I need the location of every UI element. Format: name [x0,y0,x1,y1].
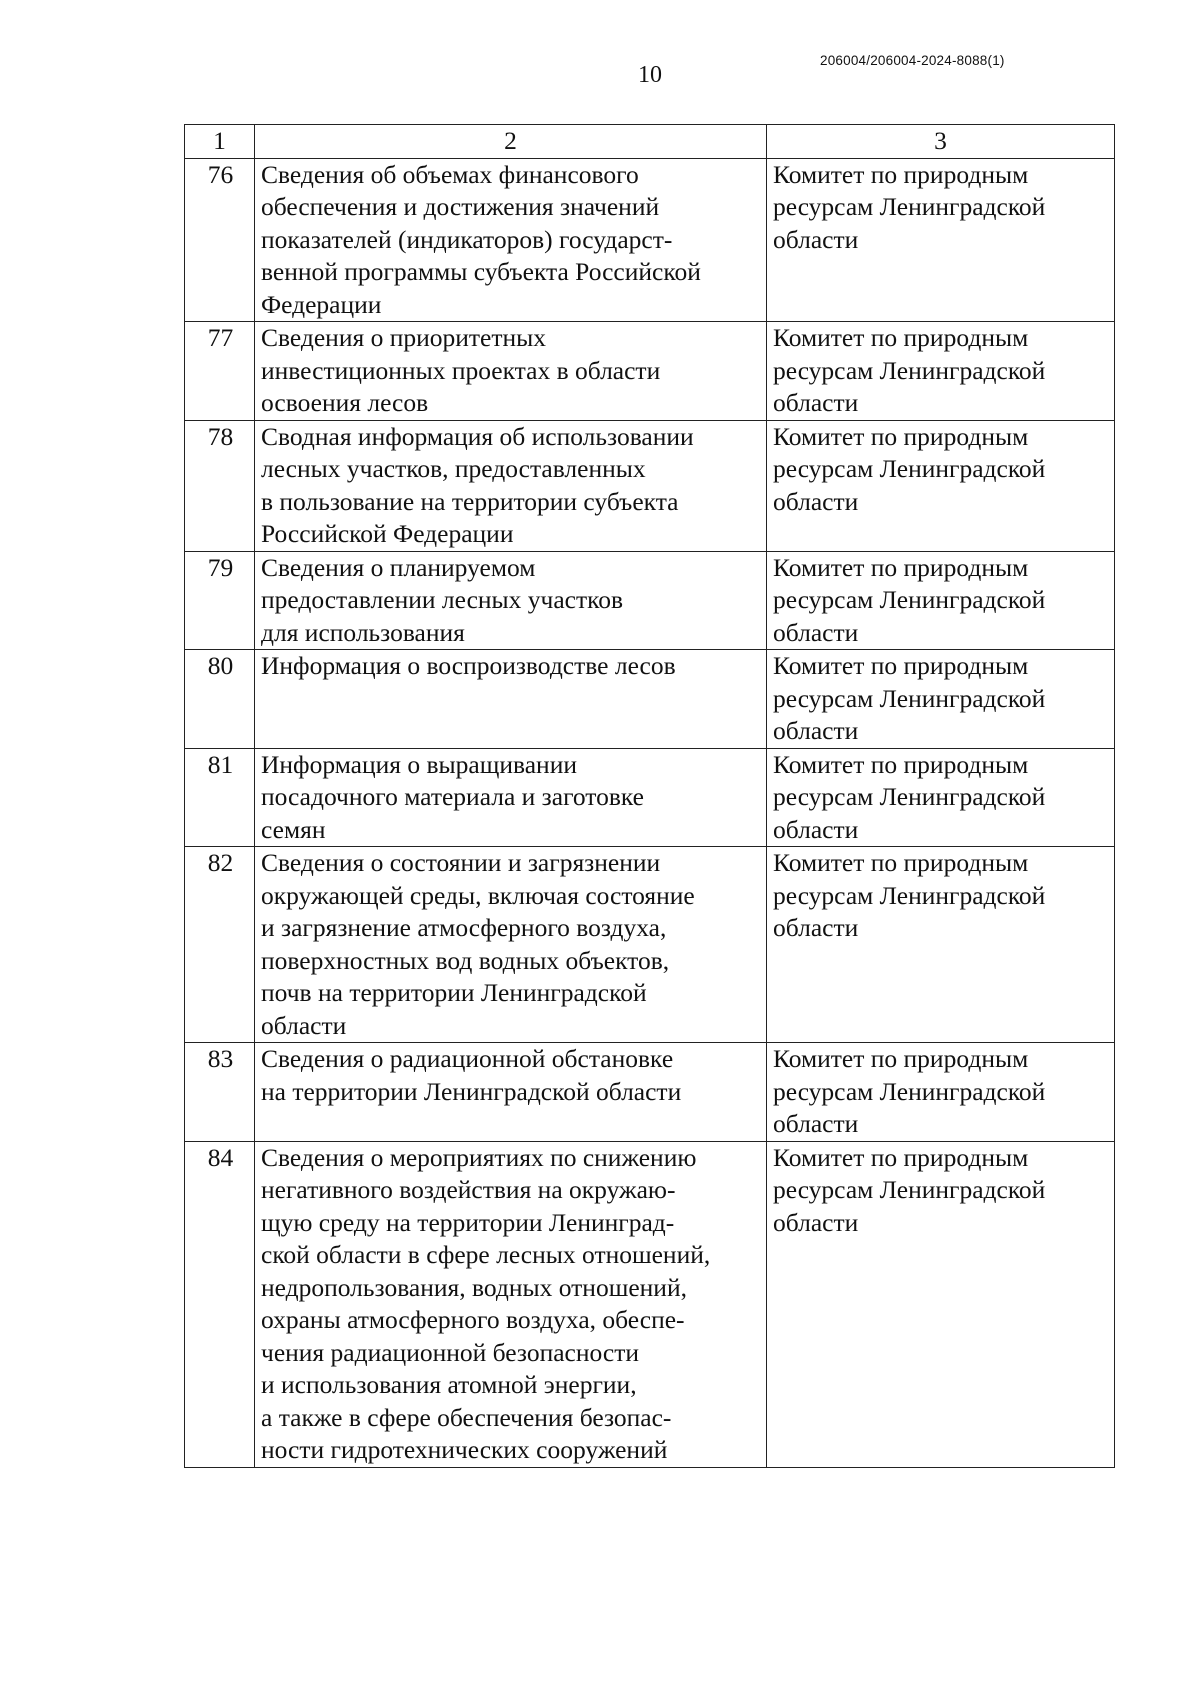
table-row [185,748,1115,847]
table-row [185,551,1115,650]
description-line: Федерации [261,289,382,319]
organization-line: области [773,224,859,254]
organization-cell [767,1141,1115,1467]
organization-line: области [773,716,859,745]
organization-line: ресурсам Ленинградской [773,880,1046,910]
organization-line: области [773,1207,859,1237]
organization-line: Комитет по природным [773,749,1029,779]
description-line: Сведения о приоритетных [261,323,547,352]
description-line: охраны атмосферного воздуха, обеспе- [261,1305,685,1334]
description-line: ности гидротехнических сооружений [261,1435,668,1464]
description-cell [255,420,767,551]
description-cell [255,1043,767,1142]
description-line: на территории Ленинградской области [261,1076,682,1106]
organization-line: Комитет по природным [773,651,1029,680]
organization-cell [767,158,1115,322]
table-body [185,125,1115,1468]
description-line: Информация о выращивании [261,749,577,779]
table-row [185,1043,1115,1142]
description-line: Российской Федерации [261,519,514,548]
organization-line: ресурсам Ленинградской [773,1076,1046,1106]
row-number-cell: 78 [185,420,255,551]
organization-line: Комитет по природным [773,1044,1029,1073]
table-header-row [185,125,1115,159]
description-line: Сведения о планируемом [261,552,536,582]
table-row [185,420,1115,551]
description-line [261,715,762,748]
description-cell [255,322,767,421]
description-line: в пользование на территории субъекта [261,486,679,516]
description-line: Информация о воспроизводстве лесов [261,651,676,680]
organization-line: Комитет по природным [773,159,1029,189]
description-line: Сведения о радиационной обстановке [261,1044,674,1073]
description-line: ской области в сфере лесных отношений, [261,1240,711,1269]
description-cell [255,551,767,650]
description-line: негативного воздействия на окружаю- [261,1175,676,1204]
table-row [185,158,1115,322]
data-table [184,124,1115,1468]
description-line: для использования [261,617,465,647]
row-number-cell: 83 [185,1043,255,1142]
organization-cell [767,847,1115,1043]
description-line: Сводная информация об использовании [261,421,694,451]
description-line: и использования атомной энергии, [261,1370,637,1399]
table-row [185,322,1115,421]
description-line: окружающей среды, включая состояние [261,880,695,910]
description-line: предоставлении лесных участков [261,585,624,614]
page-number: 10 [638,62,662,88]
description-line: и загрязнение атмосферного воздуха, [261,913,667,942]
row-number-cell: 84 [185,1141,255,1467]
description-line: Сведения об объемах финансового [261,159,639,189]
description-cell [255,158,767,322]
column-header-2: 2 [255,125,767,159]
organization-line: ресурсам Ленинградской [773,585,1046,614]
organization-cell [767,650,1115,749]
description-cell [255,847,767,1043]
description-line [261,683,762,716]
description-line: Сведения о мероприятиях по снижению [261,1142,697,1172]
description-line: венной программы субъекта Российской [261,257,701,286]
organization-line: области [773,486,859,516]
organization-line: области [773,617,859,647]
column-header-1: 1 [185,125,255,159]
description-line: обеспечения и достижения значений [261,192,660,221]
organization-line: ресурсам Ленинградской [773,192,1046,221]
organization-line: ресурсам Ленинградской [773,454,1046,483]
description-line: семян [261,814,326,844]
description-line: показателей (индикаторов) государст- [261,224,673,254]
organization-line: Комитет по природным [773,323,1029,352]
organization-line: Комитет по природным [773,1142,1029,1172]
organization-cell [767,420,1115,551]
description-line: чения радиационной безопасности [261,1337,640,1367]
column-header-3: 3 [767,125,1115,159]
organization-line: ресурсам Ленинградской [773,1175,1046,1204]
description-line: Сведения о состоянии и загрязнении [261,848,661,877]
organization-cell [767,551,1115,650]
organization-line: области [773,814,859,844]
description-line: лесных участков, предоставленных [261,454,646,483]
organization-line: области [773,913,859,942]
description-line: области [261,1010,347,1040]
description-line: а также в сфере обеспечения безопас- [261,1402,672,1432]
organization-line: Комитет по природным [773,552,1029,582]
table-row [185,1141,1115,1467]
row-number-cell: 79 [185,551,255,650]
row-number-cell: 77 [185,322,255,421]
organization-line: ресурсам Ленинградской [773,683,1046,713]
organization-line: Комитет по природным [773,421,1029,451]
organization-cell [767,748,1115,847]
organization-line: ресурсам Ленинградской [773,355,1046,385]
description-cell [255,650,767,749]
document-id: 206004/206004-2024-8088(1) [820,53,1005,68]
organization-line: области [773,1109,859,1138]
description-line: посадочного материала и заготовке [261,782,644,811]
organization-line: ресурсам Ленинградской [773,782,1046,811]
row-number-cell: 82 [185,847,255,1043]
description-line: инвестиционных проектах в области [261,355,661,385]
description-line: освоения лесов [261,388,429,417]
organization-line: Комитет по природным [773,848,1029,877]
organization-cell [767,1043,1115,1142]
description-line: поверхностных вод водных объектов, [261,945,670,975]
description-line: почв на территории Ленинградской [261,978,647,1007]
description-line: недропользования, водных отношений, [261,1272,687,1302]
description-cell [255,748,767,847]
description-line [261,1108,762,1141]
row-number-cell: 80 [185,650,255,749]
row-number-cell: 81 [185,748,255,847]
table-row [185,650,1115,749]
description-cell [255,1141,767,1467]
description-line: щую среду на территории Ленинград- [261,1207,675,1237]
organization-line: области [773,388,859,417]
row-number-cell: 76 [185,158,255,322]
organization-cell [767,322,1115,421]
table-row [185,847,1115,1043]
